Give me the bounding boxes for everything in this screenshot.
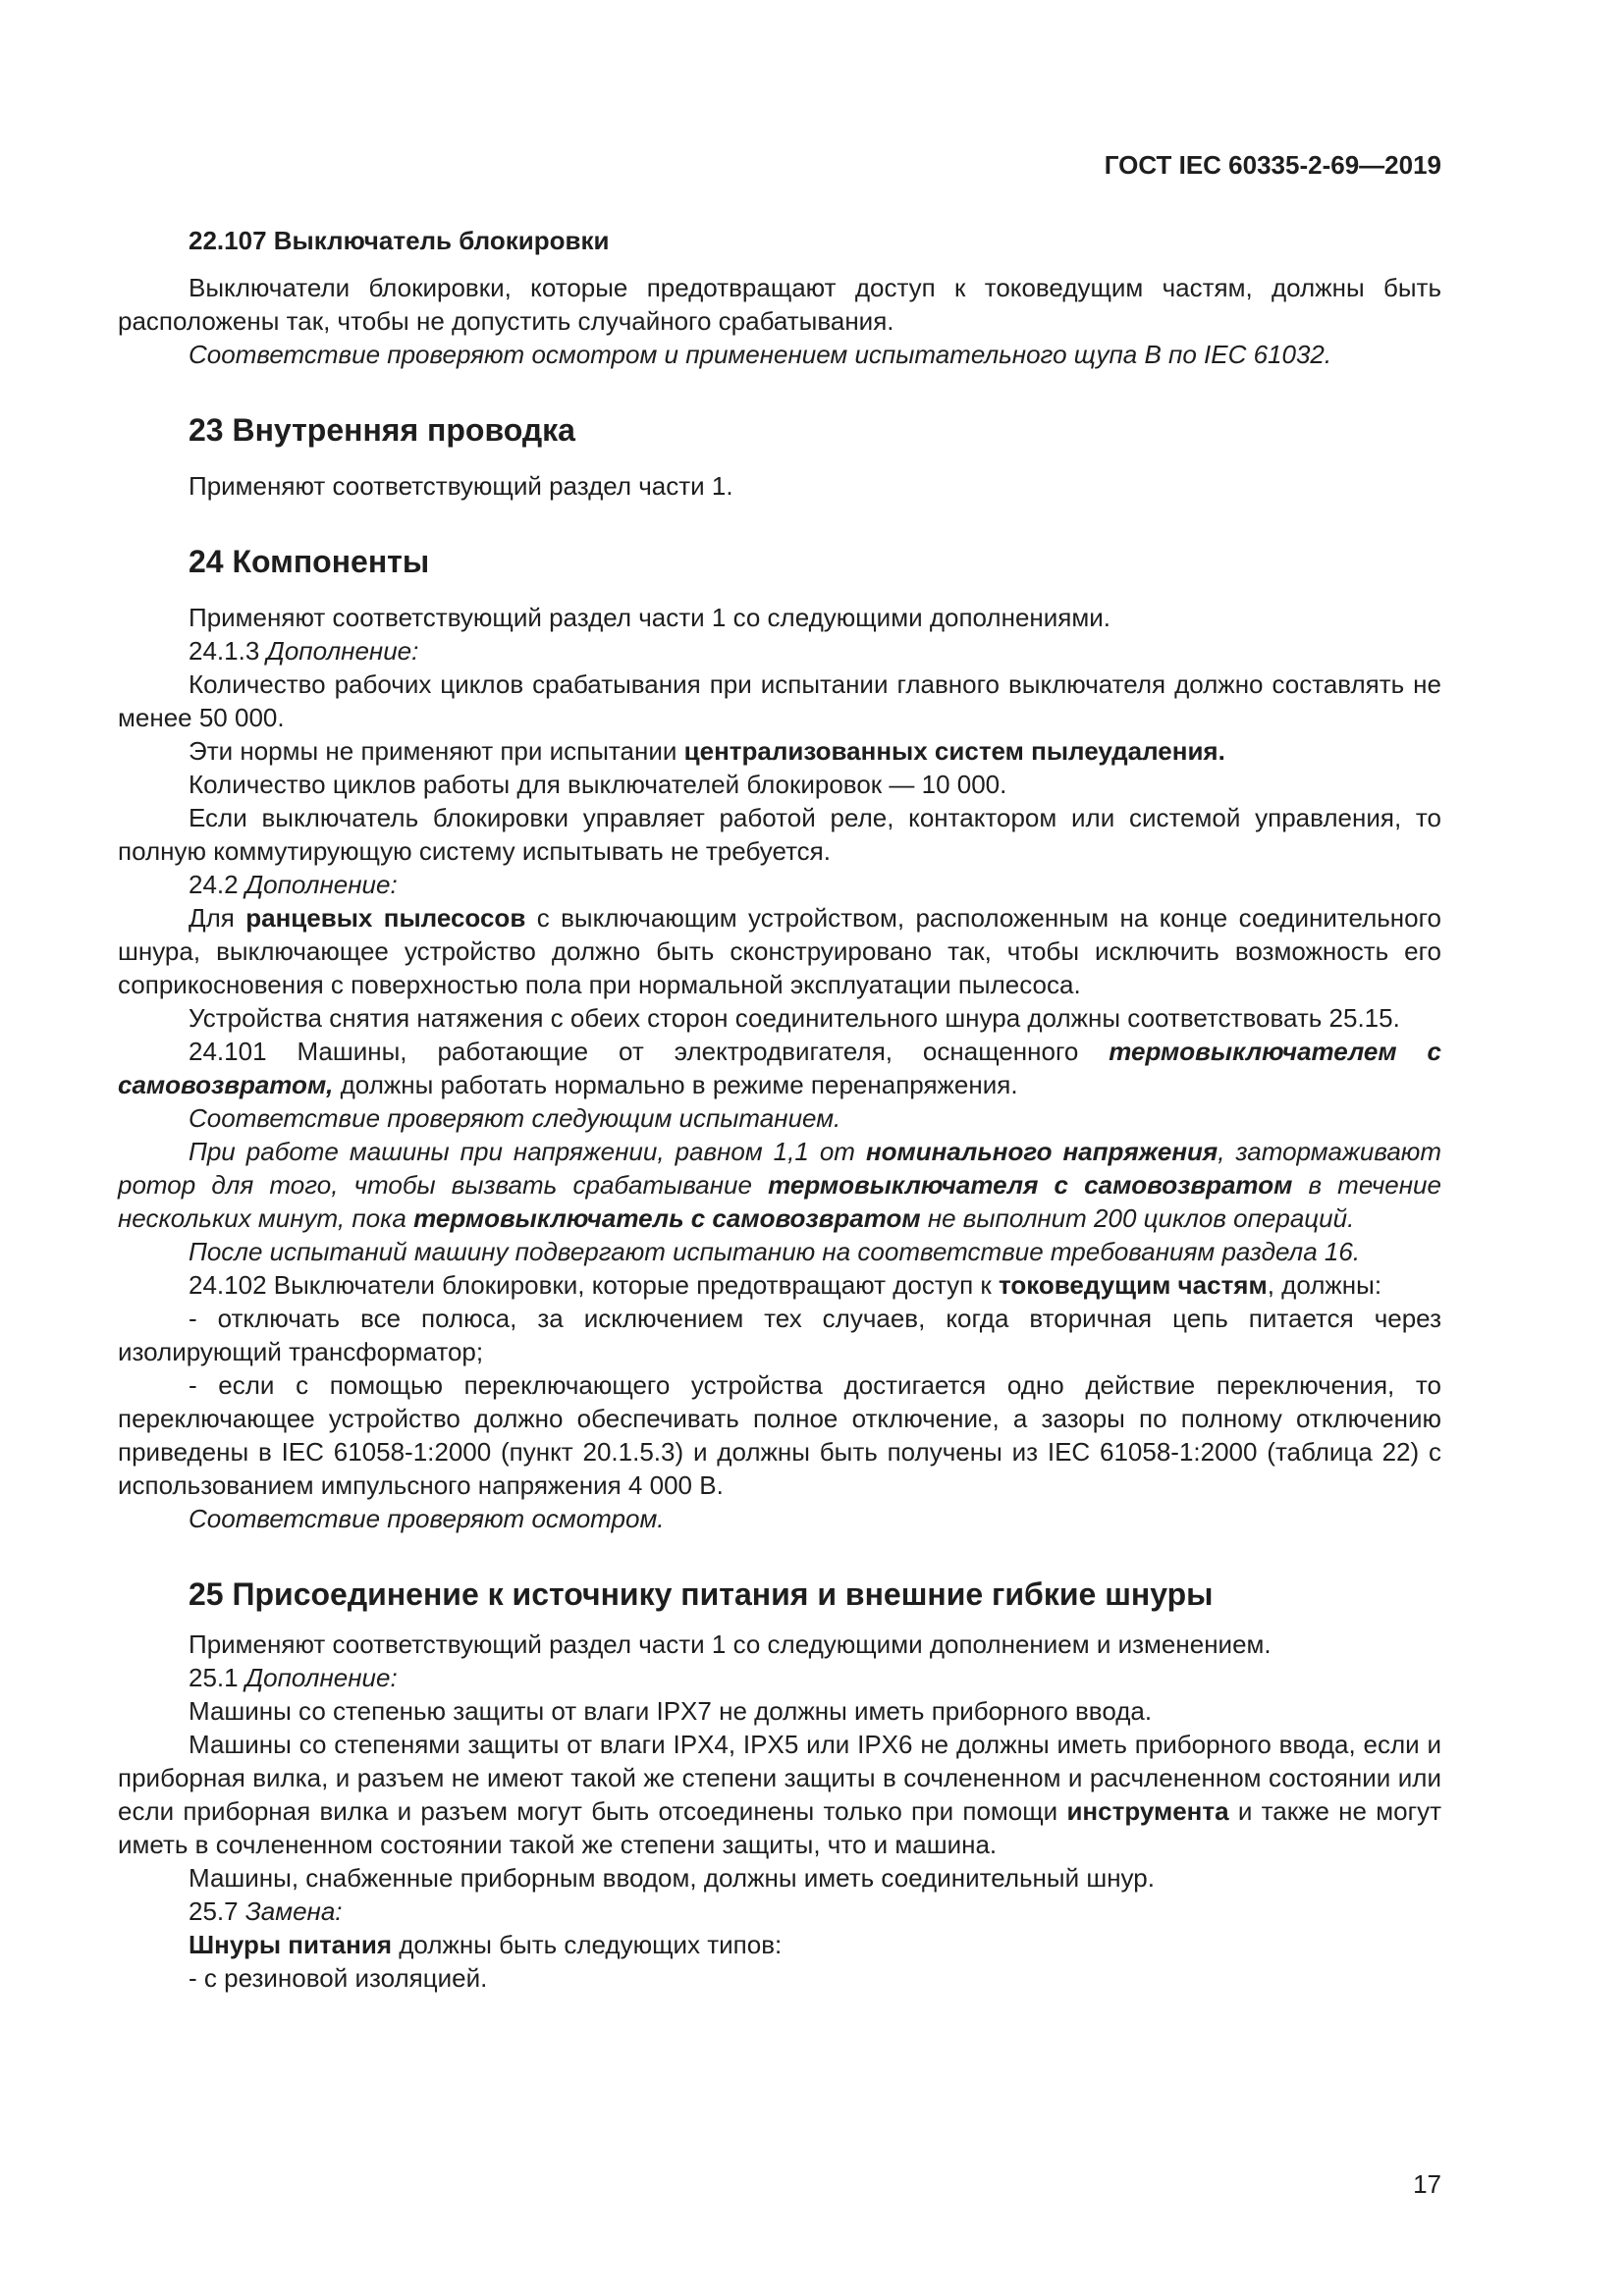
clause-25-1-text-3: Машины, снабженные приборным вводом, должны иметь соединительный шнур. bbox=[189, 1863, 1155, 1893]
defined-term: токоведущим частям bbox=[998, 1270, 1268, 1300]
section-23-text: Применяют соответствующий раздел части 1. bbox=[189, 471, 733, 501]
defined-term: централизованных систем пылеудаления. bbox=[683, 736, 1225, 766]
clause-24-2-text-2: Устройства снятия натяжения с обеих сторон соединительного шнура должны соответствовать 25.15. bbox=[189, 1003, 1400, 1033]
clause-25-7-list-item-1: - с резиновой изоляцией. bbox=[189, 1963, 488, 1993]
amendment-label: Дополнение: bbox=[244, 870, 398, 899]
clause-25-1-text-2 bbox=[118, 1728, 1441, 1861]
defined-term: номинального напряжения bbox=[865, 1137, 1218, 1166]
clause-24-101-text bbox=[118, 1035, 1441, 1101]
section-24-heading: 24 Компоненты bbox=[189, 544, 430, 579]
section-24-intro: Применяют соответствующий раздел части 1 со следующими дополнениями. bbox=[189, 603, 1110, 632]
clause-24-102-list-item-1: - отключать все полюса, за исключением тех случаев, когда вторичная цепь питается через изолирующий трансформатор; bbox=[118, 1304, 1441, 1366]
clause-24-2-text-1 bbox=[118, 901, 1441, 1001]
clause-24-102-text bbox=[118, 1268, 1441, 1302]
clause-number: 24.1.3 bbox=[189, 636, 267, 666]
amendment-label: Дополнение: bbox=[244, 1663, 398, 1692]
defined-term: термовыключателем с самовозвратом, bbox=[118, 1037, 1441, 1099]
clause-22-107-title: 22.107 Выключатель блокировки bbox=[189, 226, 610, 255]
document-code-header: ГОСТ IEC 60335-2-69—2019 bbox=[1104, 150, 1441, 180]
text-run: Машины со степенями защиты от влаги IPX4, IPX5 или IPX6 не должны иметь приборного ввода, если и приборная вилка, и разъем не имеют такой же степени защиты в сочлененном и расчлененном состоянии или если приборная вилка и разъем могут быть отсоединены только при помощи bbox=[118, 1730, 1441, 1826]
clause-25-1-label bbox=[118, 1661, 1441, 1694]
clause-24-1-3-text-1: Количество рабочих циклов срабатывания при испытании главного выключателя должно составлять не менее 50 000. bbox=[118, 669, 1441, 732]
text-run: в течение нескольких минут, пока bbox=[118, 1170, 1441, 1233]
amendment-label: Дополнение: bbox=[266, 636, 419, 666]
clause-24-2-label bbox=[118, 868, 1441, 901]
clause-25-1-text-1: Машины со степенью защиты от влаги IPX7 не должны иметь приборного ввода. bbox=[189, 1696, 1153, 1726]
defined-term: Шнуры питания bbox=[189, 1930, 392, 1959]
clause-24-1-3-text-2 bbox=[118, 734, 1441, 768]
clause-number: 25.7 bbox=[189, 1896, 245, 1926]
clause-24-101-after-test: После испытаний машину подвергают испытанию на соответствие требованиям раздела 16. bbox=[189, 1237, 1361, 1266]
text-run: должны работать нормально в режиме перенапряжения. bbox=[333, 1070, 1018, 1099]
text-run: , затормаживают ротор для того, чтобы вызвать срабатывание bbox=[118, 1137, 1442, 1200]
clause-24-101-test: Соответствие проверяют следующим испытанием. bbox=[189, 1103, 841, 1133]
clause-24-1-3-label bbox=[118, 634, 1441, 667]
defined-term: ранцевых пылесосов bbox=[245, 903, 526, 933]
clause-24-102-list-item-2: - если с помощью переключающего устройства достигается одно действие переключения, то переключающее устройство должно обеспечивать полное отключение, а зазоры по полному отключению приведены в IEC 61058-1:2000 (пункт 20.1.5.3) и должны быть получены из IEC 61058-1:2000 (таблица 22) с использованием импульсного напряжения 4 000 В. bbox=[118, 1370, 1441, 1500]
replacement-label: Замена: bbox=[244, 1896, 343, 1926]
defined-term: инструмента bbox=[1066, 1796, 1229, 1826]
text-run: не выполнит 200 циклов операций. bbox=[920, 1203, 1355, 1233]
clause-22-107-text: Выключатели блокировки, которые предотвращают доступ к токоведущим частям, должны быть расположены так, чтобы не допустить случайного срабатывания. bbox=[118, 273, 1441, 336]
text-run: Эти нормы не применяют при испытании bbox=[189, 736, 684, 766]
page-content bbox=[118, 224, 1441, 1995]
defined-term: термовыключатель с самовозвратом bbox=[413, 1203, 921, 1233]
text-run: 24.102 Выключатели блокировки, которые предотвращают доступ к bbox=[189, 1270, 999, 1300]
section-23-heading: 23 Внутренняя проводка bbox=[189, 412, 575, 448]
clause-25-7-label bbox=[118, 1895, 1441, 1928]
text-run: При работе машины при напряжении, равном 1,1 от bbox=[189, 1137, 866, 1166]
text-run: Для bbox=[189, 903, 246, 933]
text-run: , должны: bbox=[1267, 1270, 1382, 1300]
text-run: и также не могут иметь в сочлененном состоянии такой же степени защиты, что и машина. bbox=[118, 1796, 1441, 1859]
text-run: 24.101 Машины, работающие от электродвигателя, оснащенного bbox=[189, 1037, 1110, 1066]
text-run: должны быть следующих типов: bbox=[392, 1930, 783, 1959]
text-run: с выключающим устройством, расположенным на конце соединительного шнура, выключающее устройство должно быть сконструировано так, чтобы исключить возможность его соприкосновения с поверхностью пола при нормальной эксплуатации пылесоса. bbox=[118, 903, 1441, 999]
defined-term: термовыключателя с самовозвратом bbox=[768, 1170, 1293, 1200]
section-25-heading: 25 Присоединение к источнику питания и внешние гибкие шнуры bbox=[189, 1576, 1214, 1612]
clause-24-1-3-text-4: Если выключатель блокировки управляет работой реле, контактором или системой управления, то полную коммутирующую систему испытывать не требуется. bbox=[118, 803, 1441, 866]
section-25-intro: Применяют соответствующий раздел части 1 со следующими дополнением и изменением. bbox=[189, 1629, 1272, 1659]
clause-24-101-test-procedure bbox=[118, 1135, 1441, 1235]
clause-number: 24.2 bbox=[189, 870, 245, 899]
page-number: 17 bbox=[1413, 2169, 1441, 2199]
clause-25-7-text-1 bbox=[118, 1928, 1441, 1961]
clause-24-1-3-text-3: Количество циклов работы для выключателей блокировок — 10 000. bbox=[189, 770, 1007, 799]
clause-number: 25.1 bbox=[189, 1663, 245, 1692]
clause-22-107-compliance: Соответствие проверяют осмотром и применением испытательного щупа B по IEC 61032. bbox=[189, 340, 1332, 369]
clause-24-102-compliance: Соответствие проверяют осмотром. bbox=[189, 1504, 665, 1533]
